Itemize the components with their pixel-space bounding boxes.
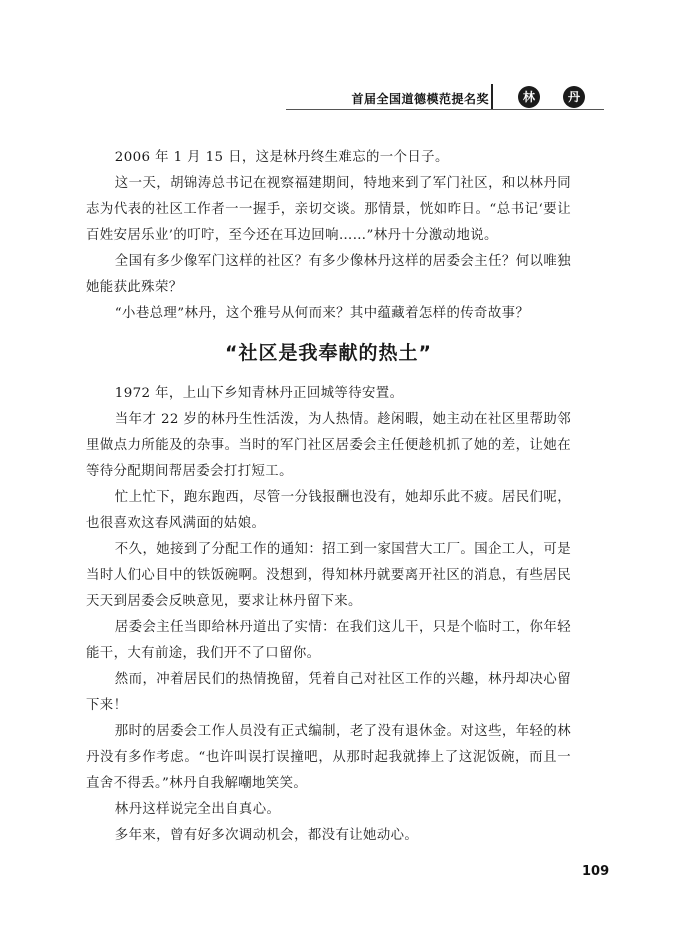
body-text bbox=[86, 145, 571, 849]
name-badge-second: 丹 bbox=[563, 86, 585, 108]
header-title: 首届全国道德模范提名奖 bbox=[351, 92, 489, 106]
paragraph: 居委会主任当即给林丹道出了实情：在我们这儿干，只是个临时工，你年轻能干，大有前途，我们开不了口留你。 bbox=[86, 620, 571, 661]
paragraph: 当年才 22 岁的林丹生性活泼，为人热情。趁闲暇，她主动在社区里帮助邻里做点力所能及的杂事。当时的军门社区居委会主任便趁机抓了她的差，让她在等待分配期间帮居委会打打短工。 bbox=[86, 412, 571, 479]
header-divider-bar bbox=[491, 84, 493, 109]
paragraph: 不久，她接到了分配工作的通知：招工到一家国营大工厂。国企工人，可是当时人们心目中的铁饭碗啊。没想到，得知林丹就要离开社区的消息，有些居民天天到居委会反映意见，要求让林丹留下来。 bbox=[86, 542, 571, 609]
paragraph: 那时的居委会工作人员没有正式编制，老了没有退休金。对这些，年轻的林丹没有多作考虑。“也许叫误打误撞吧，从那时起我就捧上了这泥饭碗，而且一直舍不得丢。”林丹自我解嘲地笑笑。 bbox=[86, 724, 571, 791]
section-heading: “社区是我奉献的热土” bbox=[225, 342, 432, 364]
paragraph: “小巷总理”林丹，这个雅号从何而来？其中蕴藏着怎样的传奇故事？ bbox=[114, 306, 530, 321]
paragraph: 忙上忙下，跑东跑西，尽管一分钱报酬也没有，她却乐此不疲。居民们呢，也很喜欢这春风满面的姑娘。 bbox=[86, 490, 571, 531]
paragraph: 全国有多少像军门这样的社区？有多少像林丹这样的居委会主任？何以唯独她能获此殊荣？ bbox=[86, 254, 571, 295]
paragraph: 然而，冲着居民们的热情挽留，凭着自己对社区工作的兴趣，林丹却决心留下来！ bbox=[86, 672, 571, 713]
paragraph: 2006 年 1 月 15 日，这是林丹终生难忘的一个日子。 bbox=[114, 150, 449, 165]
name-badge-first: 林 bbox=[518, 86, 540, 108]
paragraph: 多年来，曾有好多次调动机会，都没有让她动心。 bbox=[114, 828, 419, 843]
paragraph: 林丹这样说完全出自真心。 bbox=[114, 802, 281, 817]
header-rule bbox=[286, 109, 604, 110]
page-number: 109 bbox=[582, 864, 610, 879]
paragraph: 1972 年，上山下乡知青林丹正回城等待安置。 bbox=[114, 386, 404, 401]
paragraph: 这一天，胡锦涛总书记在视察福建期间，特地来到了军门社区，和以林丹同志为代表的社区工作者一一握手，亲切交谈。那情景，恍如昨日。“总书记‘要让百姓安居乐业’的叮咛，至今还在耳边回响……”林丹十分激动地说。 bbox=[86, 176, 571, 243]
